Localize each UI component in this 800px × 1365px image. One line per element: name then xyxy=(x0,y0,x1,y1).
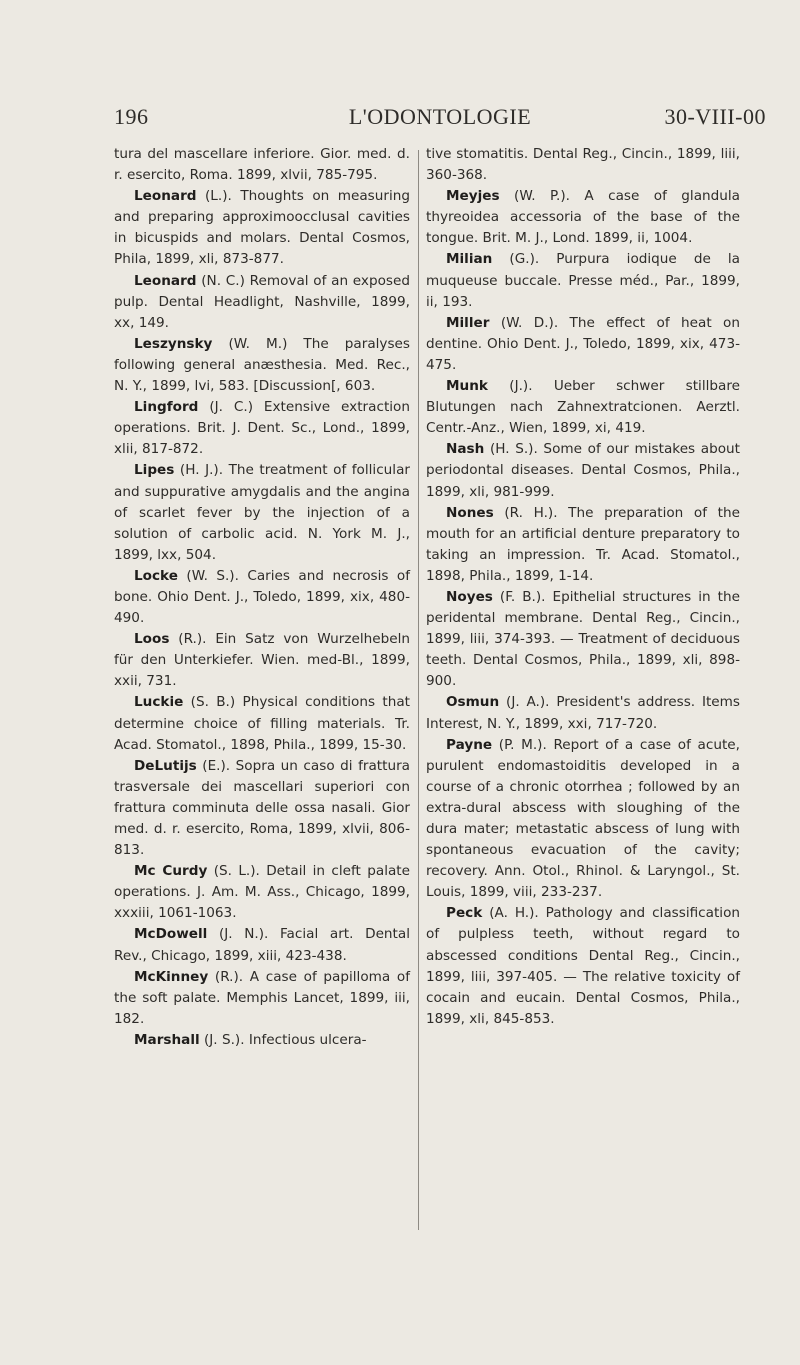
entry-author: Lingford xyxy=(134,399,199,416)
bibliography-entry xyxy=(426,249,740,312)
right-column xyxy=(426,144,740,1030)
journal-title: L'ODONTOLOGIE xyxy=(348,104,532,129)
bibliography-entry xyxy=(114,861,410,924)
bibliography-entry xyxy=(426,903,740,1030)
entry-text: (R.). A case of papilloma of the soft palate. Memphis Lancet, 1899, iii, 182. xyxy=(114,968,410,1027)
bibliography-entry xyxy=(114,271,410,334)
entry-author: Nones xyxy=(446,504,494,521)
entry-text: (J. S.). Infectious ulcera- xyxy=(199,1031,367,1048)
bibliography-entry xyxy=(426,439,740,502)
bibliography-entry xyxy=(114,756,410,861)
bibliography-entry xyxy=(114,629,410,692)
bibliography-entry xyxy=(114,692,410,755)
entry-text: (A. H.). Pathology and classification of pulpless teeth, without regard to abscessed conditions Dental Reg., Cincin., 1899, liii, 397-405. — The relative toxicity of cocain and eucain. Dental Cosmos, Phila., 1899, xli, 845-853. xyxy=(426,905,740,1027)
bibliography-entry xyxy=(426,313,740,376)
entry-author: Miller xyxy=(446,314,490,331)
entry-text: (S. B.) Physical conditions that determine choice of filling materials. Tr. Acad. Stomatol., 1898, Phila., 1899, 15-30. xyxy=(114,694,410,753)
bibliography-entry xyxy=(114,460,410,565)
entry-author: Meyjes xyxy=(446,188,500,205)
entry-text: (J. C.) Extensive extraction operations. Brit. J. Dent. Sc., Lond., 1899, xlii, 817-872. xyxy=(114,399,410,458)
issue-date: 30-VIII-00 xyxy=(664,104,766,129)
entry-text: (R.). Ein Satz von Wurzelhebeln für den Unterkiefer. Wien. med-Bl., 1899, xxii, 731. xyxy=(114,631,410,690)
entry-text: (J.). Ueber schwer stillbare Blutungen nach Zahnextratcionen. Aerztl. Centr.-Anz., Wien, 1899, xi, 419. xyxy=(426,378,740,437)
bibliography-entry xyxy=(426,503,740,587)
entry-author: Luckie xyxy=(134,694,184,711)
entry-text: (H. S.). Some of our mistakes about periodontal diseases. Dental Cosmos, Phila., 1899, xli, 981-999. xyxy=(426,441,740,500)
entry-author: McKinney xyxy=(134,968,209,985)
bibliography-entry xyxy=(426,376,740,439)
entry-author: Leonard xyxy=(134,272,197,289)
bibliography-entry xyxy=(426,587,740,692)
entry-author: DeLutijs xyxy=(134,757,197,774)
entry-text: (H. J.). The treatment of follicular and suppurative amygdalis and the angina of scarlet fever by the injection of a solution of carbolic acid. N. York M. J., 1899, lxx, 504. xyxy=(114,462,410,563)
bibliography-entry xyxy=(426,735,740,904)
entry-author: Leszynsky xyxy=(134,335,213,352)
bibliography-entry xyxy=(114,566,410,629)
entry-text: (J. A.). President's address. Items Interest, N. Y., 1899, xxi, 717-720. xyxy=(426,694,740,732)
entry-text: (W. S.). Caries and necrosis of bone. Ohio Dent. J., Toledo, 1899, xix, 480-490. xyxy=(114,567,410,627)
entry-text: (E.). Sopra un caso di frattura trasversale dei mascellari superiori con frattura comminuta delle ossa nasali. Gior med. d. r. esercito, Roma, 1899, xlvii, 806-813. xyxy=(114,757,410,859)
entry-text: (N. C.) Removal of an exposed pulp. Dental Headlight, Nashville, 1899, xx, 149. xyxy=(114,272,410,331)
entry-text: (L.). Thoughts on measuring and preparing approximoocclusal cavities in bicuspids and molars. Dental Cosmos, Phila, 1899, xli, 873-877. xyxy=(114,188,410,268)
entry-text: (F. B.). Epithelial structures in the peridental membrane. Dental Reg., Cincin., 1899, liii, 374-393. — Treatment of deciduous teeth. Dental Cosmos, Phila., 1899, xli, 898-900. xyxy=(426,588,740,690)
page-number: 196 xyxy=(114,104,149,129)
entry-text: (S. L.). Detail in cleft palate operations. J. Am. M. Ass., Chicago, 1899, xxxiii, 1061-1063. xyxy=(114,863,410,922)
bibliography-entry xyxy=(114,1030,410,1051)
column-divider xyxy=(418,150,419,1230)
entry-author: Payne xyxy=(446,736,493,753)
bibliography-entry xyxy=(114,334,410,397)
entry-author: Marshall xyxy=(134,1031,200,1048)
entry-author: McDowell xyxy=(134,926,208,943)
entry-author: Noyes xyxy=(446,588,493,605)
entry-text: (W. P.). A case of glandula thyreoidea accessoria of the base of the tongue. Brit. M. J., Lond. 1899, ii, 1004. xyxy=(426,188,740,247)
entry-author: Osmun xyxy=(446,694,500,711)
left-column xyxy=(114,144,410,1051)
entry-author: Munk xyxy=(446,378,488,395)
entry-author: Locke xyxy=(134,567,178,584)
bibliography-entry: tive stomatitis. Dental Reg., Cincin., 1899, liii, 360-368. xyxy=(426,146,740,184)
entry-text: (G.). Purpura iodique de la muqueuse buccale. Presse méd., Par., 1899, ii, 193. xyxy=(426,251,740,310)
entry-text: (J. N.). Facial art. Dental Rev., Chicago, 1899, xiii, 423-438. xyxy=(114,926,410,964)
entry-text: (P. M.). Report of a case of acute, purulent endomastoiditis developed in a course of a chronic otorrhea ; followed by an extra-dural abscess with sloughing of the dura mater; metastatic abscess of lung with spontaneous evacuation of the cavity; recovery. Ann. Otol., Rhinol. & Laryngol., St. Louis, 1899, viii, 233-237. xyxy=(426,736,740,901)
entry-author: Milian xyxy=(446,251,493,268)
entry-text: (W. M.) The paralyses following general anæsthesia. Med. Rec., N. Y., 1899, lvi, 583. [Discussion[, 603. xyxy=(114,335,410,395)
bibliography-entry xyxy=(114,924,410,966)
entry-text: (W. D.). The effect of heat on dentine. Ohio Dent. J., Toledo, 1899, xix, 473-475. xyxy=(426,314,740,373)
bibliography-entry xyxy=(114,967,410,1030)
bibliography-entry xyxy=(426,186,740,249)
entry-author: Mc Curdy xyxy=(134,863,208,880)
bibliography-entry: tura del mascellare inferiore. Gior. med. d. r. esercito, Roma. 1899, xlvii, 785-795. xyxy=(114,146,410,184)
entry-author: Leonard xyxy=(134,188,197,205)
bibliography-entry xyxy=(114,397,410,460)
bibliography-entry xyxy=(426,692,740,734)
entry-author: Loos xyxy=(134,631,170,648)
entry-author: Nash xyxy=(446,441,485,458)
entry-author: Peck xyxy=(446,905,483,922)
entry-author: Lipes xyxy=(134,462,175,479)
running-header xyxy=(114,104,766,138)
bibliography-entry xyxy=(114,186,410,270)
entry-text: (R. H.). The preparation of the mouth for an artificial denture preparatory to taking an impression. Tr. Acad. Stomatol., 1898, Phila., 1899, 1-14. xyxy=(426,504,740,584)
